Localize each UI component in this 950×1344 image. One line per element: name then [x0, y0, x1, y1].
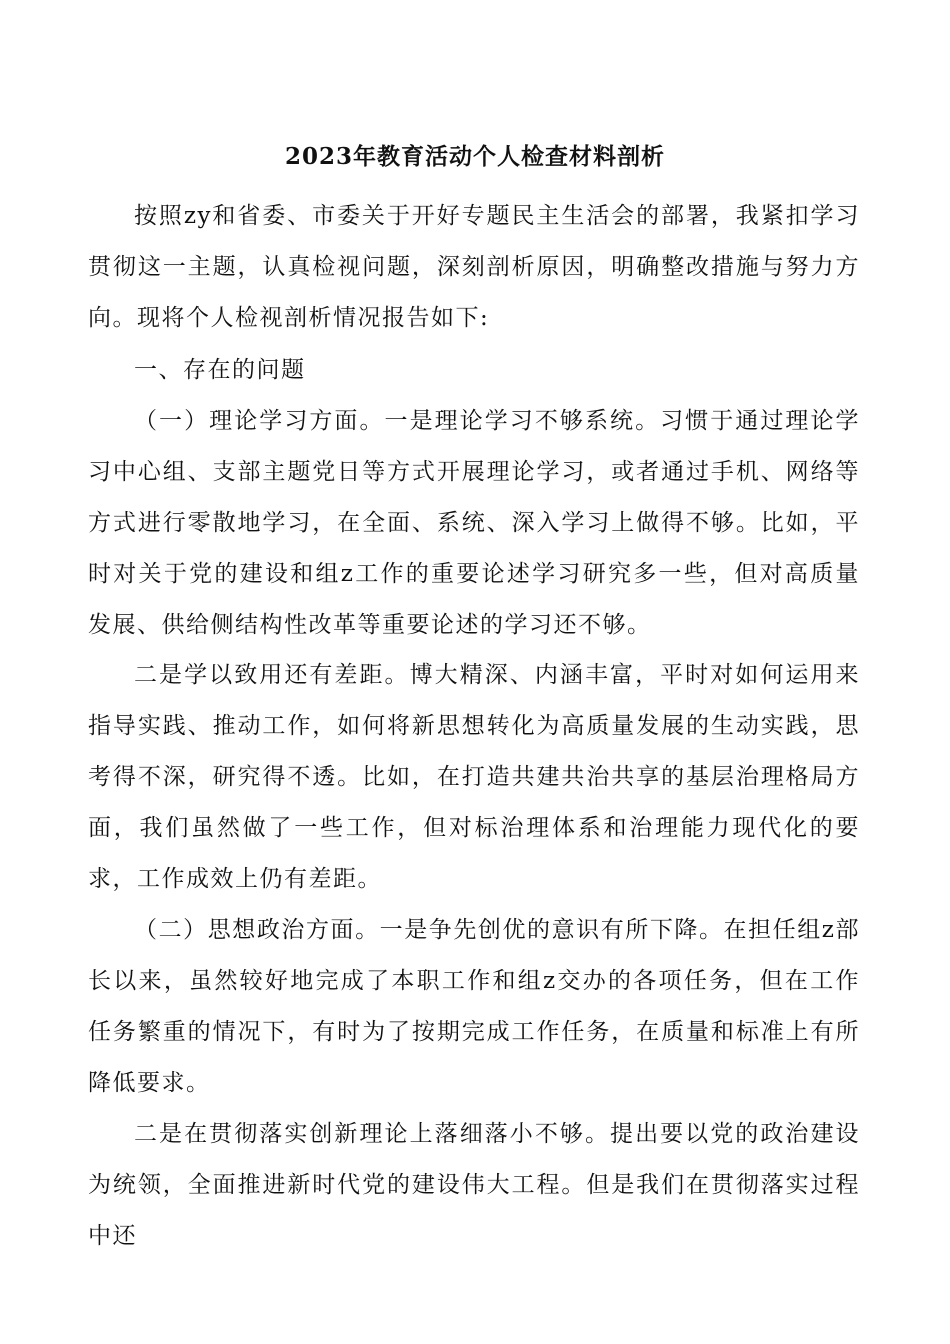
section-heading-problems: 一、存在的问题 [134, 357, 306, 383]
theory-study-paragraph: （一）理论学习方面。一是理论学习不够系统。习惯于通过理论学习中心组、支部主题党日等方式开展理论学习，或者通过手机、网络等方式进行零散地学习，在全面、系统、深入学习上做得不够。比如，平时对关于党的建设和组z工作的重要论述学习研究多一些，但对高质量发展、供给侧结构性改革等重要论述的学习还不够。 [88, 408, 860, 638]
intro-paragraph: 按照zy和省委、市委关于开好专题民主生活会的部署，我紧扣学习贯彻这一主题，认真检视问题，深刻剖析原因，明确整改措施与努力方向。现将个人检视剖析情况报告如下: [88, 203, 860, 331]
document-title: 2023年教育活动个人检查材料剖析 [284, 143, 665, 170]
political-thinking-paragraph: （二）思想政治方面。一是争先创优的意识有所下降。在担任组z部长以来，虽然较好地完成了本职工作和组z交办的各项任务，但在工作任务繁重的情况下，有时为了按期完成工作任务，在质量和标准上有所降低要求。 [88, 917, 860, 1096]
theory-application-paragraph: 二是学以致用还有差距。博大精深、内涵丰富，平时对如何运用来指导实践、推动工作，如何将新思想转化为高质量发展的生动实践，思考得不深，研究得不透。比如，在打造共建共治共享的基层治理格局方面，我们虽然做了一些工作，但对标治理体系和治理能力现代化的要求，工作成效上仍有差距。 [88, 662, 860, 892]
implementation-paragraph: 二是在贯彻落实创新理论上落细落小不够。提出要以党的政治建设为统领，全面推进新时代党的建设伟大工程。但是我们在贯彻落实过程中还 [88, 1121, 860, 1249]
